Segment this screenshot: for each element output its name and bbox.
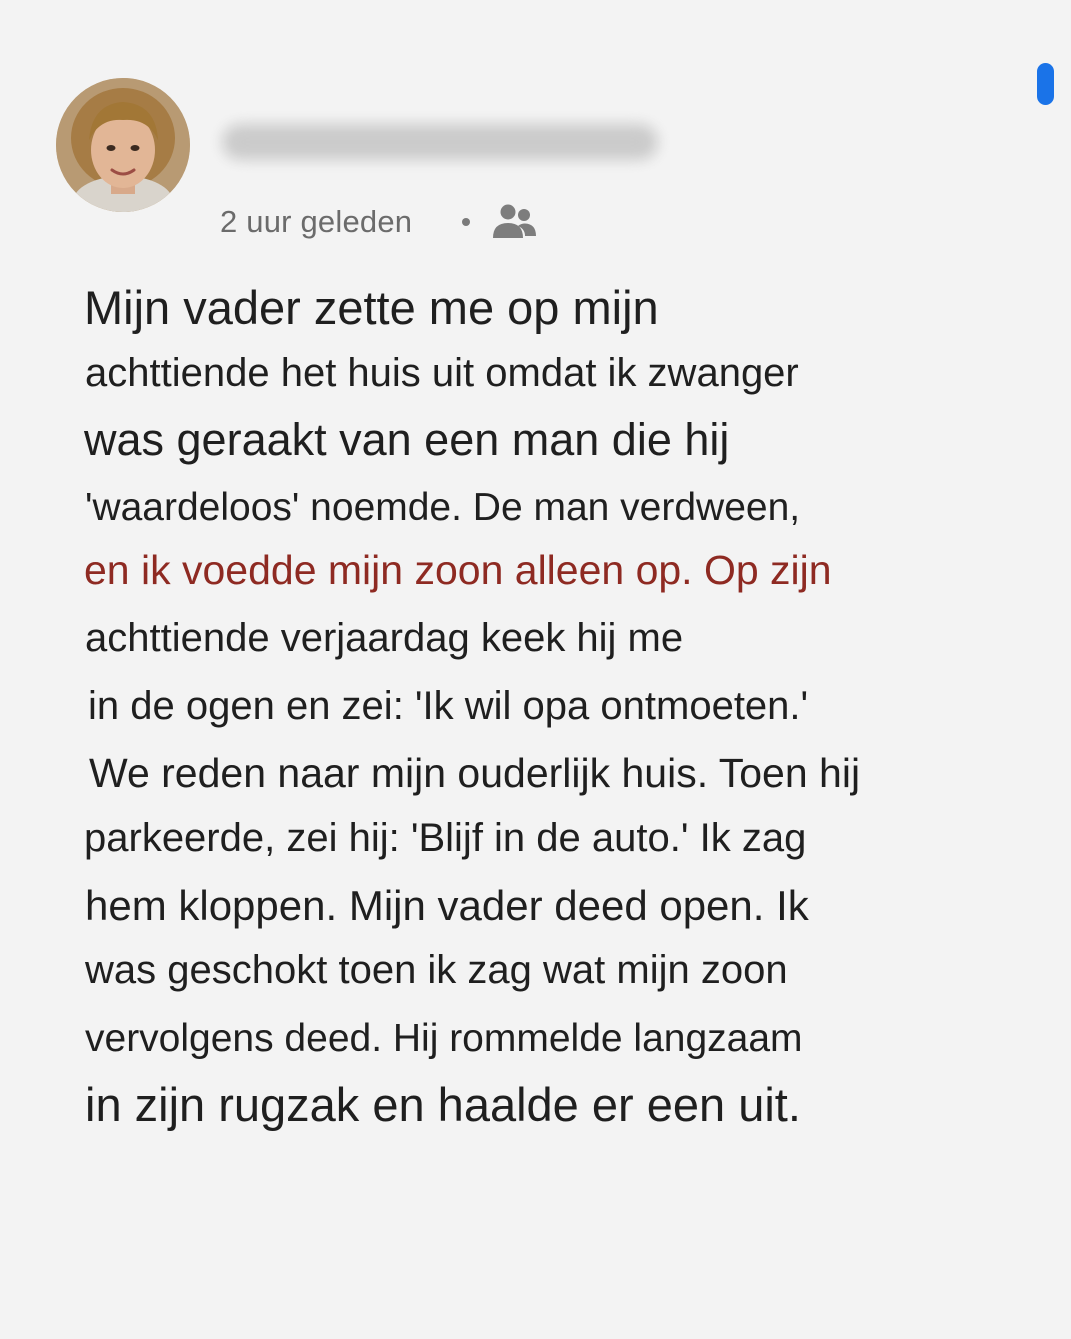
avatar[interactable] — [56, 78, 190, 212]
story-line-highlighted: en ik voedde mijn zoon alleen op. Op zijn — [84, 547, 832, 593]
story-line: was geschokt toen ik zag wat mijn zoon — [85, 948, 788, 992]
story-line: Mijn vader zette me op mijn — [84, 281, 659, 334]
story-line: 'waardeloos' noemde. De man verdween, — [85, 486, 801, 529]
story-line: vervolgens deed. Hij rommelde langzaam — [85, 1017, 803, 1060]
scroll-indicator[interactable] — [1037, 63, 1054, 105]
story-line: achttiende het huis uit omdat ik zwanger — [85, 351, 799, 395]
post-meta — [220, 202, 538, 242]
username-redacted[interactable] — [222, 124, 658, 160]
story-line: in zijn rugzak en haalde er een uit. — [85, 1078, 801, 1131]
story-line: parkeerde, zei hij: 'Blijf in de auto.' Ik zag — [84, 816, 807, 860]
avatar-image — [56, 78, 190, 212]
story-line: in de ogen en zei: 'Ik wil opa ontmoeten.' — [88, 684, 809, 728]
story-line: achttiende verjaardag keek hij me — [85, 616, 684, 660]
story-line: We reden naar mijn ouderlijk huis. Toen hij — [89, 750, 861, 796]
story-line: was geraakt van een man die hij — [84, 414, 730, 465]
separator-dot — [462, 218, 470, 226]
story-line: hem kloppen. Mijn vader deed open. Ik — [85, 882, 809, 929]
friends-icon[interactable] — [490, 202, 538, 242]
post-timestamp[interactable]: 2 uur geleden — [220, 204, 413, 239]
